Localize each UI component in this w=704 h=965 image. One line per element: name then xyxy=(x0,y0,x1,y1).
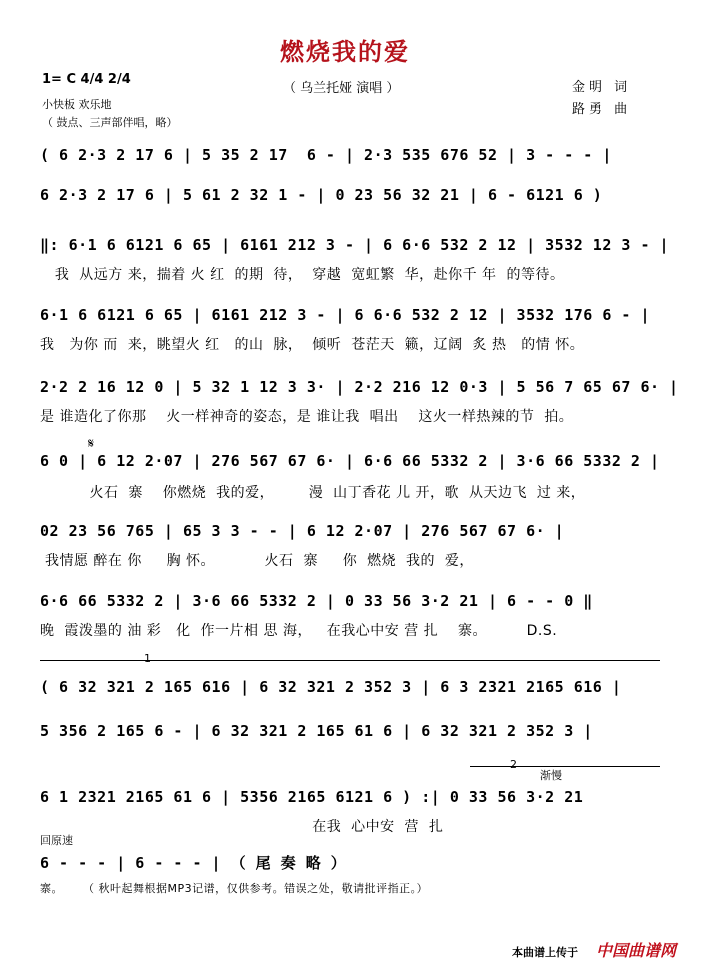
rit-marking: 渐慢 xyxy=(540,769,562,782)
lyricist: 金明 词 xyxy=(572,80,632,95)
score-line-11: 6 1 2321 2165 61 6 | 5356 2165 6121 6 ) :| 0 33 56 3·2 21 xyxy=(40,788,584,806)
score-line-8: 6·6 66 5332 2 | 3·6 66 5332 2 | 0 33 56 3·2 21 | 6 - - 0 ‖ xyxy=(40,592,593,610)
score-line-7: 02 23 56 765 | 65 3 3 - - | 6 12 2·07 | 276 567 67 6· | xyxy=(40,522,565,540)
score-line-10: 5 356 2 165 6 - | 6 32 321 2 165 61 6 | 6 32 321 2 352 3 | xyxy=(40,722,593,740)
volta-1-label: 1 xyxy=(144,652,151,665)
performer: （ 乌兰托娅 演唱 ） xyxy=(283,81,400,96)
lyric-line-8: 晚 霞泼墨的 油 彩 化 作一片相 思 海， 在我心中安 营 扎 寨。 D.S. xyxy=(40,623,558,639)
lyric-line-6: 火石 寨 你燃烧 我的爱， 漫 山丁香花 儿 开，歌 从天边飞 过 来， xyxy=(40,485,586,501)
lyric-line-4: 我 为你 而 来，眺望火 红 的山 脉， 倾听 苍茫天 籁，辽阔 炙 热 的情 怀。 xyxy=(40,337,585,353)
score-line-2: 6 2·3 2 17 6 | 5 61 2 32 1 - | 0 23 56 32 21 | 6 - 6121 6 ) xyxy=(40,186,603,204)
volta-2-label: 2 xyxy=(510,758,517,771)
lyric-line-7: 我情愿 醉在 你 胸 怀。 火石 寨 你 燃烧 我的 爱， xyxy=(40,553,474,569)
site-logo[interactable] xyxy=(596,938,676,961)
volta-2-bracket xyxy=(470,766,660,767)
score-line-4: 6·1 6 6121 6 65 | 6161 212 3 - | 6 6·6 532 2 12 | 3532 176 6 - | xyxy=(40,306,650,324)
composer: 路勇 曲 xyxy=(572,102,632,117)
lyric-line-3: 我 从远方 来，揣着 火 红 的期 待， 穿越 宽虹繁 华，赴你千 年 的等待。 xyxy=(40,267,565,283)
lyric-line-12: 寨。 （ 秋叶起舞根据MP3记谱，仅供参考。错误之处，敬请批评指正。） xyxy=(40,882,429,895)
score-line-5: 2·2 2 16 12 0 | 5 32 1 12 3 3· | 2·2 216 12 0·3 | 5 56 7 65 67 6· | xyxy=(40,378,679,396)
volta-1-bracket xyxy=(40,660,660,661)
score-line-1: ( 6 2·3 2 17 6 | 5 35 2 17 6 - | 2·3 535 676 52 | 3 - - - | xyxy=(40,146,612,164)
accompaniment-note: （ 鼓点、三声部伴唱，略） xyxy=(42,116,178,129)
lyric-line-11: 在我 心中安 营 扎 xyxy=(40,819,444,835)
song-title: 燃烧我的爱 xyxy=(280,38,410,66)
score-line-6: 6 0 | 6 12 2·07 | 276 567 67 6· | 6·6 66 5332 2 | 3·6 66 5332 2 | xyxy=(40,452,660,470)
a-tempo-marking: 回原速 xyxy=(40,834,73,847)
lyric-line-5: 是 谁造化了你那 火一样神奇的姿态，是 谁让我 唱出 这火一样热辣的节 拍。 xyxy=(40,409,574,425)
upload-note: 本曲谱上传于 xyxy=(512,946,578,959)
site-logo-text: 中国曲谱网 xyxy=(596,941,677,960)
score-line-3: ‖: 6·1 6 6121 6 65 | 6161 212 3 - | 6 6·6 532 2 12 | 3532 12 3 - | xyxy=(40,236,670,254)
score-line-12: 6 - - - | 6 - - - | （ 尾 奏 略 ） xyxy=(40,854,347,872)
tempo-marking: 小快板 欢乐地 xyxy=(42,98,112,111)
segno-mark: 𝄋 xyxy=(88,436,95,452)
key-time-signature: 1= C 4/4 2/4 xyxy=(42,72,131,87)
score-line-9: ( 6 32 321 2 165 616 | 6 32 321 2 352 3 | 6 3 2321 2165 616 | xyxy=(40,678,622,696)
